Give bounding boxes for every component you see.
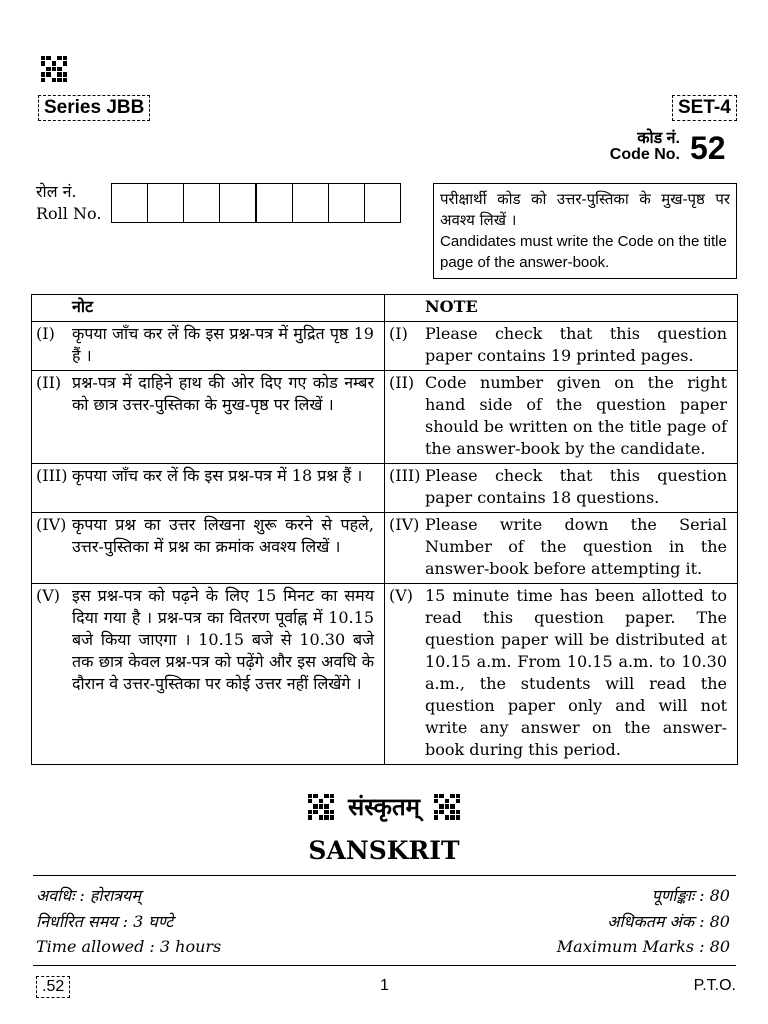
table-row bbox=[32, 371, 738, 464]
note-text-hindi: इस प्रश्न-पत्र को पढ़ने के लिए 15 मिनट का समय दिया गया है । प्रश्न-पत्र का वितरण पूर्वाह्न में 10.15 बजे किया जाएगा । 10.15 बजे से 10.30 बजे तक छात्र केवल प्रश्न-पत्र को पढ़ेंगे और इस अवधि के दौरान वे उत्तर-पुस्तिका पर कोई उत्तर नहीं लिखेंगे । bbox=[72, 586, 374, 693]
roll-digit-box[interactable] bbox=[257, 184, 293, 222]
roll-digit-box[interactable] bbox=[184, 184, 220, 222]
note-text: Code number given on the right hand side of the question paper should be written on the title page of the answer-book by the candidate. bbox=[425, 373, 727, 458]
qr-code-icon bbox=[41, 56, 67, 82]
roll-digit-box[interactable] bbox=[148, 184, 184, 222]
candidate-instruction-hindi: परीक्षार्थी कोड को उत्तर-पुस्तिका के मुख-पृष्ठ पर अवश्य लिखें । bbox=[440, 190, 730, 229]
pto-label: P.T.O. bbox=[693, 977, 736, 994]
roll-digit-box[interactable] bbox=[220, 184, 257, 222]
duration-sanskrit: अवधिः : होरात्रयम् bbox=[36, 886, 141, 905]
duration: Time allowed : 3 hours bbox=[36, 937, 222, 956]
page-number: 1 bbox=[380, 977, 389, 994]
note-heading: NOTE bbox=[425, 297, 478, 316]
qr-code-icon bbox=[308, 794, 334, 820]
code-label: Code No. bbox=[609, 146, 680, 163]
instructions-table bbox=[31, 294, 738, 765]
row-number: (I) bbox=[389, 324, 408, 343]
roll-label-hindi: रोल नं. bbox=[36, 182, 77, 201]
roll-label: Roll No. bbox=[36, 204, 102, 223]
row-number: (III) bbox=[36, 466, 68, 485]
note-heading-hindi: नोट bbox=[72, 297, 94, 316]
table-row bbox=[32, 295, 738, 322]
note-text: Please check that this question paper contains 18 questions. bbox=[425, 466, 727, 507]
divider bbox=[33, 965, 736, 966]
subject-title: SANSKRIT bbox=[308, 836, 460, 865]
duration-hindi: निर्धारित समय : 3 घण्टे bbox=[36, 912, 174, 931]
code-label-hindi: कोड नं. bbox=[637, 130, 680, 147]
marks-sanskrit: पूर्णाङ्काः : 80 bbox=[651, 886, 730, 905]
subject-title-row bbox=[0, 790, 768, 823]
note-text-hindi: प्रश्न-पत्र में दाहिने हाथ की ओर दिए गए कोड नम्बर को छात्र उत्तर-पुस्तिका के मुख-पृष्ठ पर लिखें । bbox=[72, 373, 374, 414]
row-number: (V) bbox=[36, 586, 61, 605]
row-number: (II) bbox=[389, 373, 415, 392]
roll-digit-box[interactable] bbox=[112, 184, 148, 222]
marks-hindi: अधिकतम अंक : 80 bbox=[607, 912, 730, 931]
series-label: Series JBB bbox=[38, 95, 150, 121]
table-row bbox=[32, 464, 738, 513]
divider bbox=[33, 875, 736, 876]
note-text-hindi: कृपया जाँच कर लें कि इस प्रश्न-पत्र में मुद्रित पृष्ठ 19 हैं । bbox=[72, 324, 374, 365]
table-row bbox=[32, 513, 738, 584]
roll-digit-box[interactable] bbox=[293, 184, 329, 222]
subject-title-sanskrit: संस्कृतम् bbox=[347, 792, 421, 821]
note-text: 15 minute time has been allotted to read this question paper. The question paper will be distributed at 10.15 a.m. From 10.15 a.m. to 10.30 a.m., the students will read the question paper only and will not write any answer on the answer-book during this period. bbox=[425, 586, 727, 759]
row-number: (I) bbox=[36, 324, 55, 343]
roll-digit-box[interactable] bbox=[365, 184, 400, 222]
table-row bbox=[32, 584, 738, 765]
qr-code-icon bbox=[434, 794, 460, 820]
footer-code: .52 bbox=[36, 976, 70, 998]
roll-digit-box[interactable] bbox=[329, 184, 365, 222]
note-text-hindi: कृपया जाँच कर लें कि इस प्रश्न-पत्र में 18 प्रश्न हैं । bbox=[72, 466, 363, 485]
roll-number-boxes[interactable] bbox=[111, 183, 401, 223]
table-row bbox=[32, 322, 738, 371]
note-text: Please check that this question paper contains 19 printed pages. bbox=[425, 324, 727, 365]
set-label: SET-4 bbox=[672, 95, 737, 121]
row-number: (V) bbox=[389, 586, 414, 605]
candidate-instruction: Candidates must write the Code on the title page of the answer-book. bbox=[440, 233, 727, 271]
row-number: (III) bbox=[389, 466, 421, 485]
note-text-hindi: कृपया प्रश्न का उत्तर लिखना शुरू करने से पहले, उत्तर-पुस्तिका में प्रश्न का क्रमांक अवश्य लिखें । bbox=[72, 515, 374, 556]
row-number: (IV) bbox=[36, 515, 67, 534]
candidate-instruction-box bbox=[433, 183, 737, 279]
max-marks: Maximum Marks : 80 bbox=[556, 937, 730, 956]
row-number: (IV) bbox=[389, 515, 420, 534]
row-number: (II) bbox=[36, 373, 62, 392]
note-text: Please write down the Serial Number of the question in the answer-book before attempting it. bbox=[425, 515, 727, 578]
code-number: 52 bbox=[690, 130, 726, 166]
